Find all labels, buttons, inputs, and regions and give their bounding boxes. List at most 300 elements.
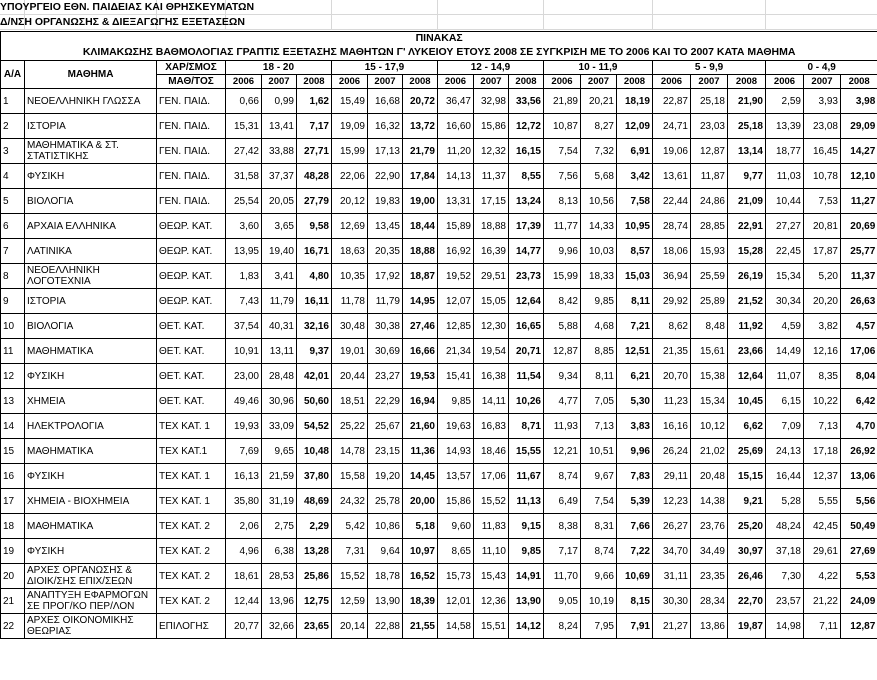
value-cell: 16,32 bbox=[368, 114, 403, 139]
value-cell: 16,60 bbox=[438, 114, 474, 139]
subject-cell: ΧΗΜΕΙΑ bbox=[25, 389, 157, 414]
value-cell: 16,68 bbox=[368, 89, 403, 114]
row-number: 9 bbox=[1, 289, 25, 314]
table-row bbox=[1, 314, 877, 339]
header-aa: Α/Α bbox=[1, 61, 25, 89]
table-row bbox=[1, 539, 877, 564]
value-cell: 27,69 bbox=[841, 539, 877, 564]
subject-cell: ΑΝΑΠΤΥΞΗ ΕΦΑΡΜΟΓΩΝ ΣΕ ΠΡΟΓ/ΚΟ ΠΕΡ/ΛΟΝ bbox=[25, 589, 157, 614]
table-row bbox=[1, 239, 877, 264]
subject-type-cell: ΓΕΝ. ΠΑΙΔ. bbox=[157, 139, 226, 164]
value-cell: 25,54 bbox=[226, 189, 262, 214]
subject-type-cell: ΤΕΧ ΚΑΤ. 2 bbox=[157, 564, 226, 589]
value-cell: 3,93 bbox=[804, 89, 841, 114]
table-row bbox=[1, 139, 877, 164]
value-cell: 49,46 bbox=[226, 389, 262, 414]
value-cell: 10,91 bbox=[226, 339, 262, 364]
value-cell: 23,03 bbox=[691, 114, 728, 139]
table-subtitle: ΚΛΙΜΑΚΩΣΗΣ ΒΑΘΜΟΛΟΓΙΑΣ ΓΡΑΠΤΙΣ ΕΞΕΤΑΣΗΣ ΜΑΘΗΤΩΝ Γ' ΛΥΚΕΙΟΥ ΕΤΟΥΣ 2008 ΣΕ ΣΥΓΚΡΙΣΗ ΜΕ ΤΟ 2006 ΚΑΙ ΤΟ 2007 ΚΑΤΑ ΜΑΘΗΜΑ bbox=[1, 46, 877, 61]
value-cell: 15,58 bbox=[332, 464, 368, 489]
value-cell: 11,03 bbox=[766, 164, 804, 189]
value-cell: 15,86 bbox=[438, 489, 474, 514]
value-cell: 0,99 bbox=[262, 89, 297, 114]
value-cell: 15,73 bbox=[438, 564, 474, 589]
value-cell: 15,52 bbox=[332, 564, 368, 589]
value-cell: 15,55 bbox=[509, 439, 544, 464]
value-cell: 11,37 bbox=[474, 164, 509, 189]
value-cell: 1,83 bbox=[226, 264, 262, 289]
value-cell: 16,11 bbox=[297, 289, 332, 314]
value-cell: 16,44 bbox=[766, 464, 804, 489]
subject-cell: ΑΡΧΕΣ ΟΙΚΟΝΟΜΙΚΗΣ ΘΕΩΡΙΑΣ bbox=[25, 614, 157, 639]
subject-type-cell: ΤΕΧ ΚΑΤ. 2 bbox=[157, 514, 226, 539]
table-row bbox=[1, 514, 877, 539]
value-cell: 9,58 bbox=[297, 214, 332, 239]
value-cell: 54,52 bbox=[297, 414, 332, 439]
value-cell: 10,22 bbox=[804, 389, 841, 414]
value-cell: 22,44 bbox=[653, 189, 691, 214]
subject-type-cell: ΘΕΤ. ΚΑΤ. bbox=[157, 339, 226, 364]
value-cell: 15,41 bbox=[438, 364, 474, 389]
value-cell: 13,14 bbox=[728, 139, 766, 164]
value-cell: 7,31 bbox=[332, 539, 368, 564]
header-year: 2006 bbox=[438, 75, 474, 89]
value-cell: 13,41 bbox=[262, 114, 297, 139]
header-year: 2006 bbox=[226, 75, 262, 89]
value-cell: 18,61 bbox=[226, 564, 262, 589]
table-row bbox=[1, 264, 877, 289]
value-cell: 5,56 bbox=[841, 489, 877, 514]
table-row bbox=[1, 614, 877, 639]
header-year: 2008 bbox=[403, 75, 438, 89]
value-cell: 17,92 bbox=[368, 264, 403, 289]
value-cell: 7,09 bbox=[766, 414, 804, 439]
header-type-bottom: ΜΑΘ/ΤΟΣ bbox=[157, 75, 226, 89]
value-cell: 25,18 bbox=[691, 89, 728, 114]
subject-type-cell: ΘΕΤ. ΚΑΤ. bbox=[157, 389, 226, 414]
value-cell: 8,13 bbox=[544, 189, 581, 214]
table-row bbox=[1, 489, 877, 514]
subject-cell: ΒΙΟΛΟΓΙΑ bbox=[25, 314, 157, 339]
value-cell: 29,11 bbox=[653, 464, 691, 489]
value-cell: 2,06 bbox=[226, 514, 262, 539]
value-cell: 13,90 bbox=[509, 589, 544, 614]
subject-type-cell: ΓΕΝ. ΠΑΙΔ. bbox=[157, 89, 226, 114]
value-cell: 15,89 bbox=[438, 214, 474, 239]
value-cell: 12,36 bbox=[474, 589, 509, 614]
value-cell: 20,14 bbox=[332, 614, 368, 639]
value-cell: 25,78 bbox=[368, 489, 403, 514]
value-cell: 13,31 bbox=[438, 189, 474, 214]
value-cell: 15,52 bbox=[474, 489, 509, 514]
header-year: 2006 bbox=[766, 75, 804, 89]
value-cell: 15,28 bbox=[728, 239, 766, 264]
value-cell: 2,59 bbox=[766, 89, 804, 114]
value-cell: 10,95 bbox=[617, 214, 653, 239]
subject-cell: ΙΣΤΟΡΙΑ bbox=[25, 289, 157, 314]
table-row bbox=[1, 464, 877, 489]
value-cell: 10,78 bbox=[804, 164, 841, 189]
value-cell: 3,60 bbox=[226, 214, 262, 239]
value-cell: 30,38 bbox=[368, 314, 403, 339]
value-cell: 16,92 bbox=[438, 239, 474, 264]
value-cell: 23,15 bbox=[368, 439, 403, 464]
value-cell: 15,15 bbox=[728, 464, 766, 489]
value-cell: 7,58 bbox=[617, 189, 653, 214]
value-cell: 12,87 bbox=[691, 139, 728, 164]
value-cell: 6,62 bbox=[728, 414, 766, 439]
value-cell: 26,24 bbox=[653, 439, 691, 464]
value-cell: 12,87 bbox=[544, 339, 581, 364]
subject-cell: ΗΛΕΚΤΡΟΛΟΓΙΑ bbox=[25, 414, 157, 439]
value-cell: 11,37 bbox=[841, 264, 877, 289]
value-cell: 27,27 bbox=[766, 214, 804, 239]
header-year: 2007 bbox=[474, 75, 509, 89]
value-cell: 25,20 bbox=[728, 514, 766, 539]
value-cell: 9,85 bbox=[581, 289, 617, 314]
value-cell: 7,13 bbox=[581, 414, 617, 439]
value-cell: 16,39 bbox=[474, 239, 509, 264]
subject-cell: ΜΑΘΗΜΑΤΙΚΑ bbox=[25, 339, 157, 364]
value-cell: 16,66 bbox=[403, 339, 438, 364]
value-cell: 30,48 bbox=[332, 314, 368, 339]
value-cell: 10,86 bbox=[368, 514, 403, 539]
value-cell: 26,19 bbox=[728, 264, 766, 289]
row-number: 15 bbox=[1, 439, 25, 464]
value-cell: 15,93 bbox=[691, 239, 728, 264]
value-cell: 12,01 bbox=[438, 589, 474, 614]
subject-cell: ΦΥΣΙΚΗ bbox=[25, 364, 157, 389]
value-cell: 24,09 bbox=[841, 589, 877, 614]
value-cell: 3,82 bbox=[804, 314, 841, 339]
value-cell: 12,64 bbox=[509, 289, 544, 314]
subject-cell: ΑΡΧΕΣ ΟΡΓΑΝΩΣΗΣ & ΔΙΟΙΚ/ΣΗΣ ΕΠΙΧ/ΣΕΩΝ bbox=[25, 564, 157, 589]
header-range: 0 - 4,9 bbox=[766, 61, 877, 75]
value-cell: 32,66 bbox=[262, 614, 297, 639]
value-cell: 7,05 bbox=[581, 389, 617, 414]
value-cell: 18,51 bbox=[332, 389, 368, 414]
value-cell: 14,91 bbox=[509, 564, 544, 589]
value-cell: 20,05 bbox=[262, 189, 297, 214]
value-cell: 4,96 bbox=[226, 539, 262, 564]
value-cell: 10,19 bbox=[581, 589, 617, 614]
subject-type-cell: ΘΕΩΡ. ΚΑΤ. bbox=[157, 289, 226, 314]
value-cell: 19,20 bbox=[368, 464, 403, 489]
value-cell: 5,42 bbox=[332, 514, 368, 539]
value-cell: 17,84 bbox=[403, 164, 438, 189]
value-cell: 8,24 bbox=[544, 614, 581, 639]
value-cell: 10,26 bbox=[509, 389, 544, 414]
subject-cell: ΦΥΣΙΚΗ bbox=[25, 164, 157, 189]
value-cell: 12,44 bbox=[226, 589, 262, 614]
value-cell: 4,80 bbox=[297, 264, 332, 289]
value-cell: 31,11 bbox=[653, 564, 691, 589]
value-cell: 21,35 bbox=[653, 339, 691, 364]
subject-type-cell: ΤΕΧ ΚΑΤ. 1 bbox=[157, 414, 226, 439]
value-cell: 13,57 bbox=[438, 464, 474, 489]
value-cell: 11,92 bbox=[728, 314, 766, 339]
value-cell: 12,09 bbox=[617, 114, 653, 139]
value-cell: 3,41 bbox=[262, 264, 297, 289]
value-cell: 50,60 bbox=[297, 389, 332, 414]
value-cell: 9,77 bbox=[728, 164, 766, 189]
value-cell: 9,85 bbox=[509, 539, 544, 564]
value-cell: 21,59 bbox=[262, 464, 297, 489]
table-row bbox=[1, 589, 877, 614]
value-cell: 15,49 bbox=[332, 89, 368, 114]
value-cell: 20,00 bbox=[403, 489, 438, 514]
subject-cell: ΛΑΤΙΝΙΚΑ bbox=[25, 239, 157, 264]
value-cell: 33,56 bbox=[509, 89, 544, 114]
value-cell: 18,19 bbox=[617, 89, 653, 114]
value-cell: 5,68 bbox=[581, 164, 617, 189]
value-cell: 8,48 bbox=[691, 314, 728, 339]
value-cell: 12,16 bbox=[804, 339, 841, 364]
value-cell: 15,43 bbox=[474, 564, 509, 589]
value-cell: 48,28 bbox=[297, 164, 332, 189]
value-cell: 9,96 bbox=[617, 439, 653, 464]
value-cell: 25,59 bbox=[691, 264, 728, 289]
value-cell: 18,78 bbox=[368, 564, 403, 589]
value-cell: 23,65 bbox=[297, 614, 332, 639]
value-cell: 23,76 bbox=[691, 514, 728, 539]
value-cell: 10,45 bbox=[728, 389, 766, 414]
value-cell: 4,77 bbox=[544, 389, 581, 414]
value-cell: 14,12 bbox=[509, 614, 544, 639]
value-cell: 19,00 bbox=[403, 189, 438, 214]
subject-cell: ΝΕΟΕΛΛΗΝΙΚΗ ΓΛΩΣΣΑ bbox=[25, 89, 157, 114]
row-number: 11 bbox=[1, 339, 25, 364]
value-cell: 14,13 bbox=[438, 164, 474, 189]
table-row bbox=[1, 289, 877, 314]
value-cell: 13,90 bbox=[368, 589, 403, 614]
header-subject: ΜΑΘΗΜΑ bbox=[25, 61, 157, 89]
header-year: 2006 bbox=[653, 75, 691, 89]
value-cell: 8,62 bbox=[653, 314, 691, 339]
value-cell: 36,94 bbox=[653, 264, 691, 289]
value-cell: 21,02 bbox=[691, 439, 728, 464]
value-cell: 18,33 bbox=[581, 264, 617, 289]
value-cell: 8,55 bbox=[509, 164, 544, 189]
value-cell: 8,15 bbox=[617, 589, 653, 614]
value-cell: 12,37 bbox=[804, 464, 841, 489]
value-cell: 11,70 bbox=[544, 564, 581, 589]
subject-cell: ΑΡΧΑΙΑ ΕΛΛΗΝΙΚΑ bbox=[25, 214, 157, 239]
value-cell: 12,51 bbox=[617, 339, 653, 364]
value-cell: 19,63 bbox=[438, 414, 474, 439]
value-cell: 24,71 bbox=[653, 114, 691, 139]
value-cell: 10,87 bbox=[544, 114, 581, 139]
value-cell: 14,45 bbox=[403, 464, 438, 489]
value-cell: 9,37 bbox=[297, 339, 332, 364]
header-year: 2008 bbox=[509, 75, 544, 89]
value-cell: 20,70 bbox=[653, 364, 691, 389]
value-cell: 31,19 bbox=[262, 489, 297, 514]
value-cell: 14,58 bbox=[438, 614, 474, 639]
value-cell: 42,45 bbox=[804, 514, 841, 539]
value-cell: 27,42 bbox=[226, 139, 262, 164]
value-cell: 17,06 bbox=[474, 464, 509, 489]
value-cell: 23,27 bbox=[368, 364, 403, 389]
value-cell: 42,01 bbox=[297, 364, 332, 389]
value-cell: 22,70 bbox=[728, 589, 766, 614]
value-cell: 18,06 bbox=[653, 239, 691, 264]
header-year: 2007 bbox=[262, 75, 297, 89]
value-cell: 18,87 bbox=[403, 264, 438, 289]
value-cell: 35,80 bbox=[226, 489, 262, 514]
value-cell: 15,05 bbox=[474, 289, 509, 314]
subject-type-cell: ΘΕΩΡ. ΚΑΤ. bbox=[157, 239, 226, 264]
value-cell: 20,12 bbox=[332, 189, 368, 214]
value-cell: 3,65 bbox=[262, 214, 297, 239]
value-cell: 23,35 bbox=[691, 564, 728, 589]
value-cell: 25,86 bbox=[297, 564, 332, 589]
subject-cell: ΜΑΘΗΜΑΤΙΚΑ & ΣΤ. ΣΤΑΤΙΣΤΙΚΗΣ bbox=[25, 139, 157, 164]
value-cell: 8,74 bbox=[544, 464, 581, 489]
value-cell: 6,49 bbox=[544, 489, 581, 514]
value-cell: 29,61 bbox=[804, 539, 841, 564]
value-cell: 17,39 bbox=[509, 214, 544, 239]
value-cell: 14,93 bbox=[438, 439, 474, 464]
value-cell: 8,42 bbox=[544, 289, 581, 314]
value-cell: 10,69 bbox=[617, 564, 653, 589]
value-cell: 11,27 bbox=[841, 189, 877, 214]
value-cell: 12,21 bbox=[544, 439, 581, 464]
table-row bbox=[1, 439, 877, 464]
subject-type-cell: ΤΕΧ ΚΑΤ. 1 bbox=[157, 489, 226, 514]
value-cell: 18,88 bbox=[403, 239, 438, 264]
value-cell: 34,49 bbox=[691, 539, 728, 564]
header-year: 2007 bbox=[581, 75, 617, 89]
value-cell: 10,35 bbox=[332, 264, 368, 289]
value-cell: 16,38 bbox=[474, 364, 509, 389]
value-cell: 25,67 bbox=[368, 414, 403, 439]
grade-distribution-table bbox=[0, 31, 877, 639]
row-number: 14 bbox=[1, 414, 25, 439]
value-cell: 18,44 bbox=[403, 214, 438, 239]
value-cell: 9,66 bbox=[581, 564, 617, 589]
value-cell: 26,92 bbox=[841, 439, 877, 464]
value-cell: 6,42 bbox=[841, 389, 877, 414]
value-cell: 16,65 bbox=[509, 314, 544, 339]
value-cell: 9,05 bbox=[544, 589, 581, 614]
value-cell: 20,48 bbox=[691, 464, 728, 489]
table-row bbox=[1, 564, 877, 589]
value-cell: 29,51 bbox=[474, 264, 509, 289]
value-cell: 15,38 bbox=[691, 364, 728, 389]
value-cell: 7,17 bbox=[544, 539, 581, 564]
value-cell: 8,27 bbox=[581, 114, 617, 139]
value-cell: 25,69 bbox=[728, 439, 766, 464]
value-cell: 15,03 bbox=[617, 264, 653, 289]
value-cell: 0,66 bbox=[226, 89, 262, 114]
value-cell: 16,15 bbox=[509, 139, 544, 164]
value-cell: 12,30 bbox=[474, 314, 509, 339]
value-cell: 7,69 bbox=[226, 439, 262, 464]
value-cell: 14,98 bbox=[766, 614, 804, 639]
value-cell: 13,45 bbox=[368, 214, 403, 239]
value-cell: 21,55 bbox=[403, 614, 438, 639]
value-cell: 3,42 bbox=[617, 164, 653, 189]
value-cell: 13,06 bbox=[841, 464, 877, 489]
value-cell: 11,79 bbox=[368, 289, 403, 314]
value-cell: 5,30 bbox=[617, 389, 653, 414]
value-cell: 30,34 bbox=[766, 289, 804, 314]
subject-type-cell: ΘΕΩΡ. ΚΑΤ. bbox=[157, 264, 226, 289]
subject-cell: ΜΑΘΗΜΑΤΙΚΑ bbox=[25, 514, 157, 539]
value-cell: 7,66 bbox=[617, 514, 653, 539]
header-range: 10 - 11,9 bbox=[544, 61, 653, 75]
value-cell: 48,69 bbox=[297, 489, 332, 514]
value-cell: 22,90 bbox=[368, 164, 403, 189]
value-cell: 12,69 bbox=[332, 214, 368, 239]
value-cell: 22,87 bbox=[653, 89, 691, 114]
row-number: 19 bbox=[1, 539, 25, 564]
row-number: 21 bbox=[1, 589, 25, 614]
value-cell: 11,79 bbox=[262, 289, 297, 314]
value-cell: 40,31 bbox=[262, 314, 297, 339]
value-cell: 14,49 bbox=[766, 339, 804, 364]
value-cell: 16,83 bbox=[474, 414, 509, 439]
value-cell: 28,85 bbox=[691, 214, 728, 239]
value-cell: 20,71 bbox=[509, 339, 544, 364]
value-cell: 17,15 bbox=[474, 189, 509, 214]
value-cell: 28,53 bbox=[262, 564, 297, 589]
value-cell: 28,74 bbox=[653, 214, 691, 239]
value-cell: 5,18 bbox=[403, 514, 438, 539]
value-cell: 11,07 bbox=[766, 364, 804, 389]
value-cell: 31,58 bbox=[226, 164, 262, 189]
value-cell: 10,51 bbox=[581, 439, 617, 464]
value-cell: 12,10 bbox=[841, 164, 877, 189]
subject-type-cell: ΘΕΤ. ΚΑΤ. bbox=[157, 364, 226, 389]
value-cell: 30,69 bbox=[368, 339, 403, 364]
value-cell: 4,70 bbox=[841, 414, 877, 439]
value-cell: 7,11 bbox=[804, 614, 841, 639]
value-cell: 20,21 bbox=[581, 89, 617, 114]
value-cell: 16,16 bbox=[653, 414, 691, 439]
value-cell: 21,22 bbox=[804, 589, 841, 614]
subject-type-cell: ΓΕΝ. ΠΑΙΔ. bbox=[157, 189, 226, 214]
value-cell: 13,28 bbox=[297, 539, 332, 564]
table-row bbox=[1, 364, 877, 389]
value-cell: 24,13 bbox=[766, 439, 804, 464]
value-cell: 7,54 bbox=[544, 139, 581, 164]
value-cell: 7,43 bbox=[226, 289, 262, 314]
value-cell: 8,35 bbox=[804, 364, 841, 389]
value-cell: 34,70 bbox=[653, 539, 691, 564]
subject-type-cell: ΘΕΤ. ΚΑΤ. bbox=[157, 314, 226, 339]
value-cell: 13,96 bbox=[262, 589, 297, 614]
value-cell: 4,22 bbox=[804, 564, 841, 589]
value-cell: 6,21 bbox=[617, 364, 653, 389]
value-cell: 8,57 bbox=[617, 239, 653, 264]
value-cell: 6,15 bbox=[766, 389, 804, 414]
table-row bbox=[1, 114, 877, 139]
table-row bbox=[1, 164, 877, 189]
subject-type-cell: ΓΕΝ. ΠΑΙΔ. bbox=[157, 164, 226, 189]
value-cell: 2,75 bbox=[262, 514, 297, 539]
value-cell: 18,39 bbox=[403, 589, 438, 614]
subject-type-cell: ΓΕΝ. ΠΑΙΔ. bbox=[157, 114, 226, 139]
value-cell: 11,36 bbox=[403, 439, 438, 464]
value-cell: 10,12 bbox=[691, 414, 728, 439]
value-cell: 7,54 bbox=[581, 489, 617, 514]
value-cell: 15,34 bbox=[766, 264, 804, 289]
row-number: 17 bbox=[1, 489, 25, 514]
value-cell: 6,91 bbox=[617, 139, 653, 164]
value-cell: 11,20 bbox=[438, 139, 474, 164]
